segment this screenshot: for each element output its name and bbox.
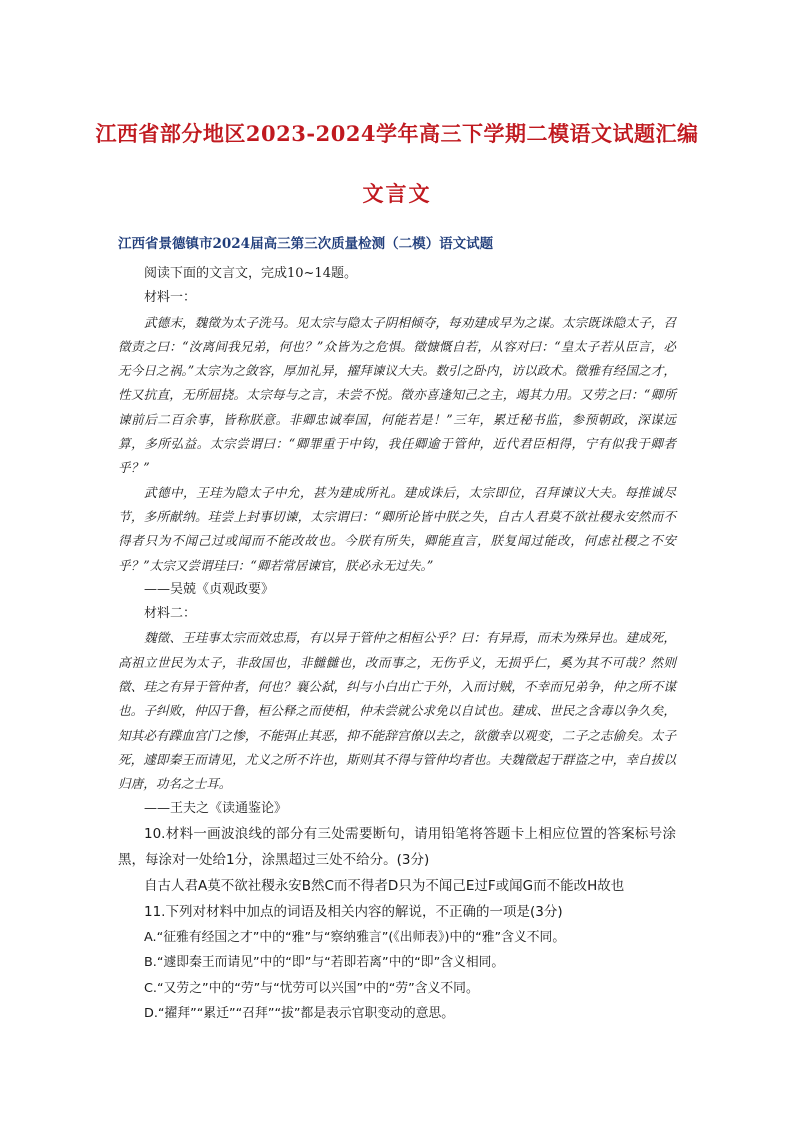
question-10-sentence: 自古人君A莫不欲社稷永安B然C而不得者D只为不闻己E过F或闻G而不能改H故也 [144, 877, 625, 894]
material1-label: 材料一： [144, 290, 197, 306]
question-11-option-c: C.“又劳之”中的“劳”与“忧劳可以兴国”中的“劳”含义不同。 [144, 980, 479, 996]
material2-attribution: ——王夫之《读通鉴论》 [144, 800, 288, 816]
document-subtitle: 文言文 [362, 181, 432, 206]
document-body [118, 262, 676, 1027]
material1-paragraph-1: 武德末，魏徵为太子洗马。见太宗与隐太子阴相倾夺，每劝建成早为之谋。太宗既诛隐太子，召徵责之曰：“汝离间我兄弟，何也？”众皆为之危惧。徵慷慨自若，从容对曰：“皇太子若从臣言，必无今日之祸。”太宗为之敛容，厚加礼异，擢拜谏议大夫。数引之卧内，访以政术。徵雅有经国之才，性又抗直，无所屈挠。太宗每与之言，未尝不悦。徵亦喜逢知己之主，竭其力用。又劳之曰：“卿所谏前后二百余事，皆称朕意。非卿忠诚奉国，何能若是！”三年，累迁秘书监，参预朝政，深谋远算，多所弘益。太宗尝谓曰：“卿罪重于中钩，我任卿逾于管仲，近代君臣相得，宁有似我于卿者乎？” [118, 314, 676, 476]
material2-label: 材料二： [144, 606, 197, 622]
question-11-option-d: D.“擢拜”“累迁”“召拜”“拔”都是表示官职变动的意思。 [144, 1006, 455, 1022]
document-title: 江西省部分地区2023-2024学年高三下学期二模语文试题汇编 [95, 121, 699, 146]
material1-attribution: ——吴兢《贞观政要》 [144, 581, 275, 597]
material1-paragraph-2: 武德中，王珪为隐太子中允，甚为建成所礼。建成诛后，太宗即位，召拜谏议大夫。每推诚尽节，多所献纳。珪尝上封事切谏，太宗谓曰：“卿所论皆中朕之失，自古人君莫不欲社稷永安然而不得者只为不闻己过或闻而不能改故也。今朕有所失，卿能直言，朕复闻过能改，何虑社稷之不安乎？”太宗又尝谓珪曰：“卿若常居谏官，朕必永无过失。” [118, 484, 676, 573]
question-11-stem: 11.下列对材料中加点的词语及相关内容的解说，不正确的一项是(3分) [144, 903, 563, 920]
exam-source-heading: 江西省景德镇市2024届高三第三次质量检测（二模）语文试题 [118, 236, 494, 252]
question-10-stem: 10.材料一画波浪线的部分有三处需要断句，请用铅笔将答题卡上相应位置的答案标号涂黑，每涂对一处给1分，涂黑超过三处不给分。(3分) [118, 825, 676, 868]
material2-paragraph-1: 魏徵、王珪事太宗而效忠焉，有以异于管仲之相桓公乎？曰：有异焉，而未为殊异也。建成死，高祖立世民为太子，非敌国也，非雠雠也，改而事之，无伤乎义，无损乎仁，奚为其不可哉？然则徵、珪之有异于管仲者，何也？襄公弑，纠与小白出亡于外，入而讨贼，不幸而兄弟争，仲之所不谋也。子纠败，仲囚于鲁，桓公释之而使相，仲未尝就公求免以自试也。建成、世民之含毒以争久矣，知其必有蹀血宫门之惨，不能弭止其恶，抑不能辞宫僚以去之，欲徼幸以观变，二子之志偷矣。太子死，遽即秦王而请见，尤义之所不许也，斯则其不得与管仲均者也。夫魏徵起于群盗之中，幸自拔以归唐，功名之士耳。 [118, 630, 676, 792]
question-11-option-b: B.“遽即秦王而请见”中的“即”与“若即若离”中的“即”含义相同。 [144, 955, 505, 971]
reading-instruction: 阅读下面的文言文，完成10~14题。 [144, 266, 357, 281]
question-11-option-a: A.“征雅有经国之才”中的“雅”与“察纳雅言”(《出师表》)中的“雅”含义不同。 [144, 929, 566, 945]
